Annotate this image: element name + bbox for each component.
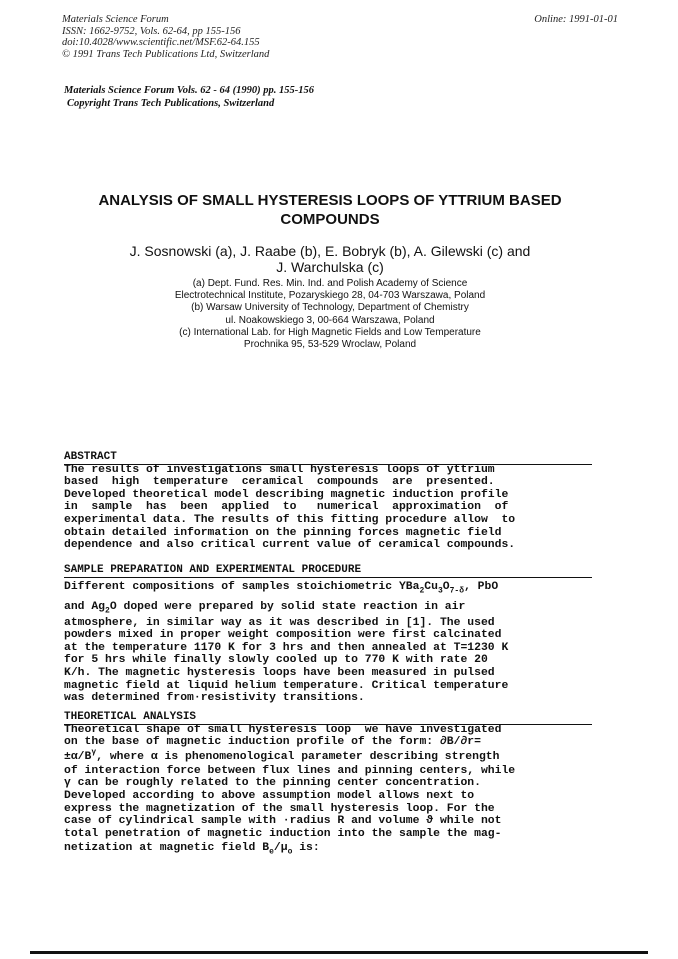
abstract-line: dependence and also critical current value of ceramical compounds. (64, 539, 516, 552)
sample-prep-heading: SAMPLE PREPARATION AND EXPERIMENTAL PROCEDURE (64, 564, 362, 576)
abstract-line: Developed theoretical model describing magnetic induction profile (64, 488, 509, 501)
affiliation-line: (c) International Lab. for High Magnetic Fields and Low Temperature (179, 326, 481, 338)
theory-section (64, 711, 624, 856)
sample-prep-line: powders mixed in proper weight composition were first calcinated (64, 629, 502, 642)
text-span: O (442, 580, 450, 593)
meta-line: © 1991 Trans Tech Publications Ltd, Switzerland (62, 48, 270, 60)
text-span: , PbO (464, 580, 499, 593)
publication-metadata (62, 14, 462, 60)
theory-line: of interaction force between flux lines and pinning centers, while (64, 764, 516, 777)
author-list (40, 243, 620, 275)
abstract-line: in sample has been applied to numerical approximation of (64, 501, 509, 514)
sample-prep-line: for 5 hrs while finally slowly cooled up to 770 K with rate 20 (64, 654, 488, 667)
sample-prep-line: magnetic field at liquid helium temperature. Critical temperature (64, 679, 509, 692)
text-span: ±α/B (64, 750, 92, 763)
subscript: 7-δ (449, 585, 464, 595)
formula-line (64, 597, 624, 617)
copyright-line: Copyright Trans Tech Publications, Switzerland (67, 97, 275, 109)
text-span: O doped were prepared by solid state reaction in air (109, 600, 466, 613)
superscript: γ (91, 747, 97, 757)
text-span: Cu (424, 580, 438, 593)
abstract-line: The results of investigations small hysteresis loops of yttrium (64, 463, 495, 476)
text-span: Different compositions of samples stoichiometric YBa (64, 580, 420, 593)
theory-heading: THEORETICAL ANALYSIS (64, 711, 197, 723)
subscript: e (269, 847, 274, 857)
subscript: 3 (437, 585, 443, 595)
affiliation-line: (b) Warsaw University of Technology, Department of Chemistry (191, 302, 469, 314)
formula-line (64, 577, 624, 597)
sample-preparation-section (64, 564, 624, 705)
theory-line (64, 749, 624, 765)
abstract-section (64, 451, 624, 552)
sample-prep-line: K/h. The magnetic hysteresis loops have been measured in pulsed (64, 666, 495, 679)
sample-prep-line: atmosphere, in similar way as it was described in [1]. The used (64, 616, 495, 629)
abstract-line: obtain detailed information on the pinning forces magnetic field (64, 526, 502, 539)
footer-rule (30, 951, 648, 954)
journal-citation (64, 85, 464, 110)
author-line: J. Warchulska (c) (276, 259, 384, 275)
title-line: COMPOUNDS (280, 211, 380, 228)
theory-line (64, 840, 624, 856)
text-span: is: (292, 842, 320, 855)
affiliation-line: ul. Noakowskiego 3, 00-664 Warszawa, Poland (225, 314, 435, 326)
meta-line: Materials Science Forum (62, 14, 169, 25)
text-span: netization at magnetic field B (64, 842, 270, 855)
abstract-heading: ABSTRACT (64, 451, 117, 463)
text-span: , where α is phenomenological parameter describing strength (96, 750, 500, 763)
subscript: o (287, 847, 293, 857)
sample-prep-line: was determined from·resistivity transitions. (64, 692, 365, 705)
text-span: /μ (273, 842, 288, 855)
abstract-line: based high temperature ceramical compounds are presented. (64, 476, 495, 489)
theory-line: case of cylindrical sample with ·radius R and volume ϑ while not (64, 815, 502, 828)
online-date: Online: 1991-01-01 (534, 14, 618, 25)
meta-line: doi:10.4028/www.scientific.net/MSF.62-64.155 (62, 37, 260, 48)
theory-line: γ can be roughly related to the pinning center concentration. (64, 777, 481, 790)
text-span: and Ag (64, 600, 106, 613)
title-line: ANALYSIS OF SMALL HYSTERESIS LOOPS OF YTTRIUM BASED (98, 192, 562, 209)
theory-line: Theoretical shape of small hysteresis loop we have investigated (64, 723, 502, 736)
theory-line: express the magnetization of the small hysteresis loop. For the (64, 802, 495, 815)
affiliation-line: Electrotechnical Institute, Pozaryskiego 28, 04-703 Warszawa, Poland (174, 290, 486, 302)
affiliation-line: (a) Dept. Fund. Res. Min. Ind. and Polish Academy of Science (192, 278, 468, 289)
paper-title (40, 191, 620, 229)
sample-prep-line: at the temperature 1170 K for 3 hrs and then annealed at T=1230 K (64, 641, 509, 654)
abstract-line: experimental data. The results of this fitting procedure allow to (64, 513, 516, 526)
journal-line: Materials Science Forum Vols. 62 - 64 (1990) pp. 155-156 (64, 85, 314, 96)
theory-line: total penetration of magnetic induction into the sample the mag- (64, 827, 502, 840)
subscript: 2 (419, 585, 425, 595)
theory-line: on the base of magnetic induction profile of the form: ∂B/∂r= (64, 736, 481, 749)
affiliations (40, 278, 620, 351)
subscript: 2 (105, 605, 110, 615)
meta-line: ISSN: 1662-9752, Vols. 62-64, pp 155-156 (62, 25, 241, 37)
theory-line: Developed according to above assumption model allows next to (64, 789, 475, 802)
affiliation-line: Prochnika 95, 53-529 Wroclaw, Poland (243, 339, 417, 351)
author-line: J. Sosnowski (a), J. Raabe (b), E. Bobryk (b), A. Gilewski (c) and (129, 243, 531, 259)
